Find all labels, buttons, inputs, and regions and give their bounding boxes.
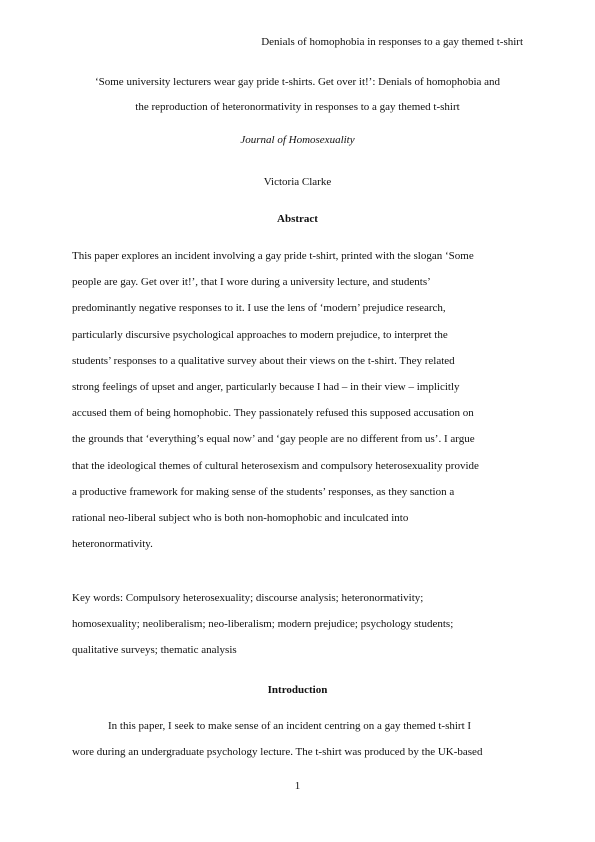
author-name: Victoria Clarke: [263, 176, 332, 188]
abstract-line: This paper explores an incident involving a gay pride t-shirt, printed with the slogan ‘Some: [72, 250, 474, 262]
abstract-line: predominantly negative responses to it. I use the lens of ‘modern’ prejudice research,: [72, 302, 446, 315]
keywords-line: Key words: Compulsory heterosexuality; discourse analysis; heteronormativity;: [72, 592, 424, 604]
keywords-line: homosexuality; neoliberalism; neo-liberalism; modern prejudice; psychology students;: [72, 618, 454, 631]
journal-name: Journal of Homosexuality: [240, 134, 355, 146]
abstract-text: [72, 248, 523, 562]
keywords: [72, 590, 523, 669]
abstract-line: accused them of being homophobic. They passionately refused this supposed accusation on: [72, 407, 474, 420]
abstract-line: students’ responses to a qualitative survey about their views on the t-shirt. They related: [72, 354, 455, 367]
abstract-line: strong feelings of upset and anger, particularly because I had – in their view – implicitly: [72, 380, 460, 393]
introduction-heading: Introduction: [267, 684, 328, 696]
introduction-text: [72, 718, 523, 770]
abstract-line: a productive framework for making sense of the students’ responses, as they sanction a: [72, 485, 455, 498]
title-line: the reproduction of heteronormativity in responses to a gay themed t-shirt: [135, 101, 460, 113]
paper-title: [72, 70, 523, 120]
abstract-line: rational neo-liberal subject who is both non-homophobic and inculcated into: [72, 511, 409, 524]
title-line: ‘Some university lecturers wear gay pride t-shirts. Get over it!’: Denials of homophobia and: [94, 76, 501, 88]
running-head: Denials of homophobia in responses to a gay themed t-shirt: [261, 36, 523, 48]
keywords-line: qualitative surveys; thematic analysis: [72, 644, 237, 657]
abstract-line: heteronormativity.: [72, 538, 153, 551]
abstract-line: that the ideological themes of cultural heterosexism and compulsory heterosexuality provide: [72, 459, 479, 472]
abstract-line: particularly discursive psychological approaches to modern prejudice, to interpret the: [72, 328, 448, 341]
page-number: 1: [294, 780, 301, 792]
intro-line: wore during an undergraduate psychology lecture. The t-shirt was produced by the UK-based: [72, 746, 483, 759]
abstract-line: the grounds that ‘everything’s equal now’ and ‘gay people are no different from us’. I argue: [72, 433, 475, 446]
abstract-heading: Abstract: [277, 213, 318, 225]
intro-line: In this paper, I seek to make sense of an incident centring on a gay themed t-shirt I: [108, 720, 472, 732]
abstract-line: people are gay. Get over it!’, that I wore during a university lecture, and students’: [72, 276, 431, 289]
